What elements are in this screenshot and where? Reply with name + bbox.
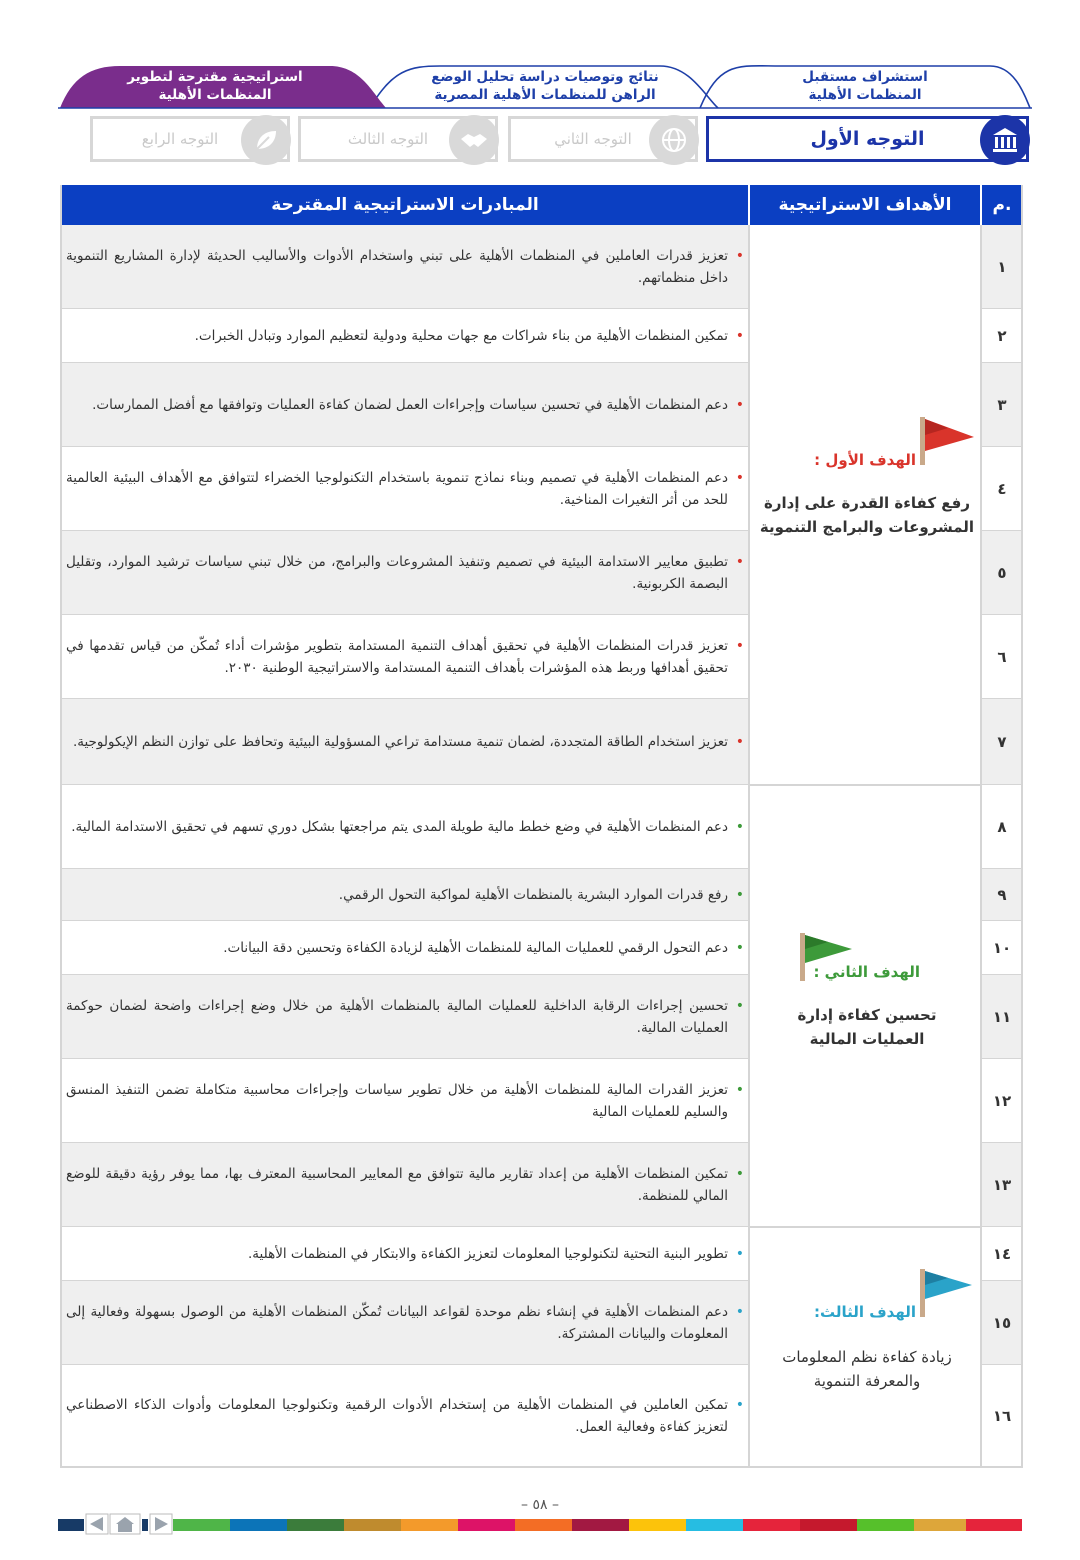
initiative-text-content: تمكين العاملين في المنظمات الأهلية من إستخدام الأدوات الرقمية وتكنولوجيا المعلومات وأدوات الذكاء الاصطناعي لتعزيز كفاءة وفعالية العمل. bbox=[66, 1397, 728, 1435]
initiative-cell bbox=[62, 447, 748, 531]
direction-label: التوجه الثالث bbox=[347, 130, 429, 148]
initiative-cell bbox=[62, 531, 748, 615]
tab-proposed-strategy[interactable]: استراتيجية مقترحة لتطوير المنظمات الأهلية bbox=[127, 69, 303, 103]
row-number: ١١ bbox=[982, 975, 1022, 1059]
leaf-icon bbox=[241, 115, 291, 165]
direction-label: التوجه الرابع bbox=[141, 130, 219, 148]
initiative-cell bbox=[62, 1143, 748, 1227]
goal-label: الهدف الثاني : bbox=[813, 963, 920, 981]
initiative-text-content: تطوير البنية التحتية لتكنولوجيا المعلومات لتعزيز الكفاءة والابتكار في المنظمات الأهلية. bbox=[248, 1246, 728, 1262]
goal-label: الهدف الثالث: bbox=[813, 1303, 916, 1321]
goal-title: تحسين كفاءة إدارة العمليات المالية bbox=[797, 1006, 937, 1048]
bullet-icon: • bbox=[735, 819, 744, 835]
footer-color-bar bbox=[58, 1512, 1028, 1536]
goal-title: رفع كفاءة القدرة على إدارة المشروعات والبرامج التنموية bbox=[759, 494, 975, 536]
initiative-text-content: رفع قدرات الموارد البشرية بالمنظمات الأهلية لمواكبة التحول الرقمي. bbox=[338, 887, 728, 903]
initiative-text-content: تمكين المنظمات الأهلية من بناء شراكات مع جهات محلية ودولية لتعظيم الموارد وتبادل الخبرات. bbox=[194, 328, 728, 344]
initiative-cell bbox=[62, 1281, 748, 1365]
initiative-text bbox=[66, 1301, 746, 1345]
initiative-text bbox=[66, 1163, 746, 1207]
initiative-cell bbox=[62, 225, 748, 309]
initiative-text bbox=[66, 731, 746, 753]
initiative-text-content: تعزيز قدرات العاملين في المنظمات الأهلية على تبني واستخدام الأدوات والأساليب الحديثة لإدارة المشاريع التنموية داخل منظماتهم. bbox=[66, 248, 728, 286]
red-flag-icon bbox=[918, 415, 978, 467]
initiative-cell bbox=[62, 1059, 748, 1143]
direction-label: التوجه الأول bbox=[810, 128, 925, 150]
initiative-text bbox=[66, 1243, 746, 1265]
initiative-text-content: دعم المنظمات الأهلية في وضع خطط مالية طويلة المدى يتم مراجعتها بشكل دوري تسهم في تحقيق الاستدامة المالية. bbox=[71, 819, 728, 835]
initiative-text bbox=[66, 635, 746, 679]
header-num: م. bbox=[982, 185, 1022, 225]
goal-cell-1 bbox=[748, 225, 982, 785]
direction-tab-fourth[interactable] bbox=[90, 116, 290, 162]
initiative-text-content: تعزيز قدرات المنظمات الأهلية في تحقيق أهداف التنمية المستدامة بتطوير مؤشرات أداء تُمكّن من قياس تقدمها في تحقيق أهدافها وربط هذه المؤشرات بأهداف التنمية المستدامة والاستراتيجية الوطنية ٢٠٣٠. bbox=[66, 638, 728, 676]
initiative-text bbox=[66, 245, 746, 289]
row-number: ١٢ bbox=[982, 1059, 1022, 1143]
header-goals: الأهداف الاستراتيجية bbox=[750, 185, 980, 225]
bullet-icon: • bbox=[735, 998, 744, 1014]
bullet-icon: • bbox=[735, 1397, 744, 1413]
initiative-cell bbox=[62, 975, 748, 1059]
bullet-icon: • bbox=[735, 1166, 744, 1182]
initiative-text-content: تمكين المنظمات الأهلية من إعداد تقارير مالية تتوافق مع المعايير المحاسبية المعترف بها، مما يوفر رؤية دقيقة للوضع المالي للمنظمة. bbox=[66, 1166, 728, 1204]
globe-icon bbox=[649, 115, 699, 165]
direction-tab-third[interactable] bbox=[298, 116, 498, 162]
initiative-text bbox=[66, 937, 746, 959]
initiative-text-content: دعم المنظمات الأهلية في تصميم وبناء نماذج تنموية باستخدام التكنولوجيا الخضراء لتتوافق مع الأهداف البيئية العالمية للحد من أثر التغيرات المناخية. bbox=[66, 470, 728, 508]
goal-cell-2 bbox=[748, 785, 982, 1227]
direction-tab-second[interactable] bbox=[508, 116, 698, 162]
initiative-text bbox=[66, 467, 746, 511]
initiative-cell bbox=[62, 785, 748, 869]
row-number: ١٠ bbox=[982, 921, 1022, 975]
row-number: ٩ bbox=[982, 869, 1022, 921]
initiative-text bbox=[66, 325, 746, 347]
initiative-text bbox=[66, 816, 746, 838]
direction-tab-first[interactable] bbox=[706, 116, 1029, 162]
table-border-right bbox=[1021, 185, 1023, 1468]
direction-label: التوجه الثاني bbox=[554, 130, 632, 148]
handshake-icon bbox=[449, 115, 499, 165]
bullet-icon: • bbox=[735, 248, 744, 264]
initiative-cell bbox=[62, 869, 748, 921]
blue-flag-icon bbox=[918, 1267, 978, 1319]
row-number: ٥ bbox=[982, 531, 1022, 615]
initiative-text-content: تعزيز استخدام الطاقة المتجددة، لضمان تنمية مستدامة تراعي المسؤولية البيئية وتحافظ على توازن النظم الإيكولوجية. bbox=[72, 734, 728, 750]
bullet-icon: • bbox=[735, 734, 744, 750]
initiative-cell bbox=[62, 615, 748, 699]
bullet-icon: • bbox=[735, 554, 744, 570]
initiative-text-content: دعم التحول الرقمي للعمليات المالية للمنظمات الأهلية لزيادة الكفاءة وتحسين دقة البيانات. bbox=[223, 940, 728, 956]
footer-nav bbox=[58, 1512, 1028, 1540]
initiative-cell bbox=[62, 363, 748, 447]
goal-title: زيادة كفاءة نظم المعلومات والمعرفة التنموية bbox=[782, 1348, 952, 1390]
initiative-text-content: دعم المنظمات الأهلية في إنشاء نظم موحدة لقواعد البيانات تُمكّن المنظمات الأهلية من الوصول بسهولة وفعالية إلى المعلومات والبيانات المشتركة. bbox=[66, 1304, 728, 1342]
initiative-text bbox=[66, 1079, 746, 1123]
initiative-text-content: تحسين إجراءات الرقابة الداخلية للعمليات المالية بالمنظمات الأهلية من خلال وضع إجراءات واضحة لضمان حوكمة العمليات المالية. bbox=[66, 998, 728, 1036]
row-number: ٦ bbox=[982, 615, 1022, 699]
bullet-icon: • bbox=[735, 397, 744, 413]
row-number: ٣ bbox=[982, 363, 1022, 447]
initiative-text-content: تطبيق معايير الاستدامة البيئية في تصميم وتنفيذ المشروعات والبرامج، من خلال تبني سياسات ترشيد الموارد، وتقليل البصمة الكربونية. bbox=[66, 554, 728, 592]
row-divider bbox=[62, 1466, 748, 1468]
initiative-cell bbox=[62, 1365, 748, 1467]
row-number: ١٣ bbox=[982, 1143, 1022, 1227]
initiative-text bbox=[66, 995, 746, 1039]
row-number: ١٤ bbox=[982, 1227, 1022, 1281]
row-number: ٨ bbox=[982, 785, 1022, 869]
initiative-cell bbox=[62, 309, 748, 363]
row-number: ١ bbox=[982, 225, 1022, 309]
institution-icon bbox=[980, 115, 1030, 165]
initiative-cell bbox=[62, 921, 748, 975]
row-number: ٧ bbox=[982, 699, 1022, 785]
bullet-icon: • bbox=[735, 1304, 744, 1320]
initiative-text bbox=[66, 551, 746, 595]
row-divider bbox=[982, 1466, 1022, 1468]
initiative-cell bbox=[62, 699, 748, 785]
bullet-icon: • bbox=[735, 1082, 744, 1098]
goal-cell-3 bbox=[748, 1227, 982, 1467]
bullet-icon: • bbox=[735, 328, 744, 344]
row-number: ١٦ bbox=[982, 1365, 1022, 1467]
initiative-text bbox=[66, 1394, 746, 1438]
initiative-text-content: تعزيز القدرات المالية للمنظمات الأهلية من خلال تطوير سياسات وإجراءات محاسبية متكاملة تضمن التنفيذ المنسق والسليم للعمليات المالية bbox=[66, 1082, 728, 1120]
header-initiatives: المبادرات الاستراتيجية المقترحة bbox=[62, 185, 748, 225]
initiative-text bbox=[66, 394, 746, 416]
initiative-text-content: دعم المنظمات الأهلية في تحسين سياسات وإجراءات العمل لضمان كفاءة العمليات وتوافقها مع أفضل الممارسات. bbox=[92, 397, 728, 413]
row-number: ٢ bbox=[982, 309, 1022, 363]
initiative-text bbox=[66, 884, 746, 906]
table-border-left bbox=[60, 185, 62, 1468]
bullet-icon: • bbox=[735, 1246, 744, 1262]
bullet-icon: • bbox=[735, 940, 744, 956]
tab-study-results[interactable]: نتائج وتوصيات دراسة تحليل الوضع الراهن للمنظمات الأهلية المصرية bbox=[431, 69, 659, 103]
initiative-cell bbox=[62, 1227, 748, 1281]
bullet-icon: • bbox=[735, 887, 744, 903]
row-number: ١٥ bbox=[982, 1281, 1022, 1365]
page-number: – ٥٨ – bbox=[521, 1497, 559, 1513]
row-number: ٤ bbox=[982, 447, 1022, 531]
goal-label: الهدف الأول : bbox=[814, 451, 916, 469]
bullet-icon: • bbox=[735, 638, 744, 654]
tab-future-outlook[interactable]: استشراف مستقبل المنظمات الأهلية bbox=[802, 69, 928, 103]
bullet-icon: • bbox=[735, 470, 744, 486]
